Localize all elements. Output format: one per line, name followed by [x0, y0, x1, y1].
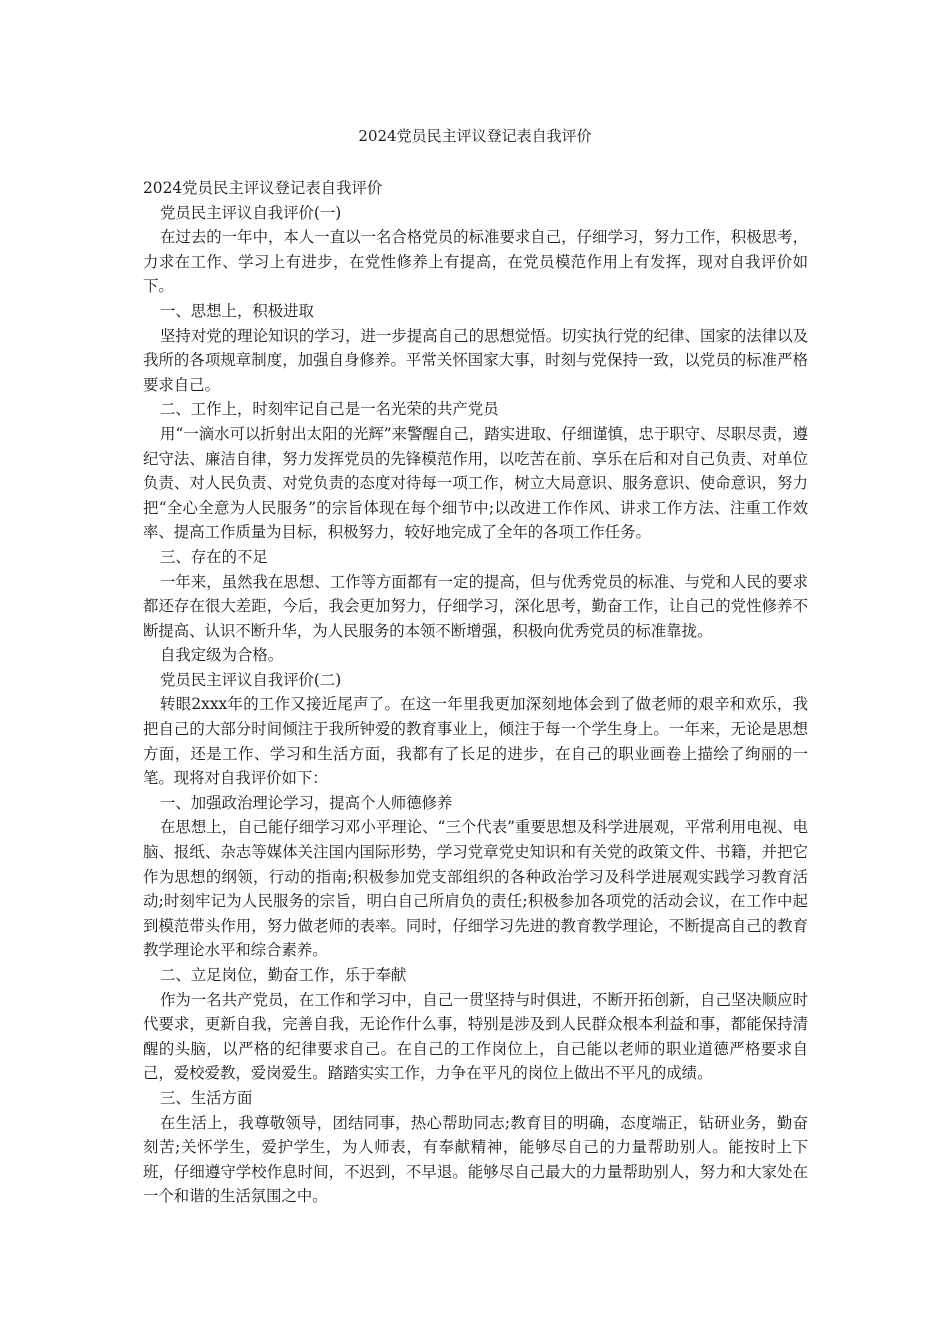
paragraph: 2024党员民主评议登记表自我评价 — [143, 179, 383, 197]
paragraph: 在思想上，自己能仔细学习邓小平理论、“三个代表”重要思想及科学进展观，平常利用电视、电脑、报纸、杂志等媒体关注国内国际形势，学习党章党史知识和有关党的政策文件、书籍，并把它作为思想的纲领，行动的指南;积极参加党支部组织的各种政治学习及科学进展观实践学习教育活动;时刻牢记为人民服务的宗旨，明白自己所肩负的责任;积极参加各项党的活动会议，在工作中起到模范带头作用，努力做老师的表率。同时，仔细学习先进的教育教学理论，不断提高自己的教育教学理论水平和综合素养。 — [143, 818, 808, 960]
paragraph: 党员民主评议自我评价(一) — [160, 203, 342, 222]
paragraph: 一、思想上，积极进取 — [160, 301, 314, 320]
paragraph: 一年来，虽然我在思想、工作等方面都有一定的提高，但与优秀党员的标准、与党和人民的要求都还存在很大差距，今后，我会更加努力，仔细学习，深化思考，勤奋工作，让自己的党性修养不断提高、认识不断升华，为人民服务的本领不断增强，积极向优秀党员的标准靠拢。 — [143, 572, 808, 640]
paragraph: 用“一滴水可以折射出太阳的光辉”来警醒自己，踏实进取、仔细谨慎，忠于职守、尽职尽责，遵纪守法、廉洁自律，努力发挥党员的先锋模范作用，以吃苦在前、享乐在后和对自己负责、对单位负责、对人民负责、对党负责的态度对待每一项工作，树立大局意识、服务意识、使命意识，努力把“全心全意为人民服务”的宗旨体现在每个细节中;以改进工作作风、讲求工作方法、注重工作效率、提高工作质量为目标，积极努力，较好地完成了全年的各项工作任务。 — [143, 424, 808, 542]
document-title: 2024党员民主评议登记表自我评价 — [358, 127, 592, 145]
paragraph: 作为一名共产党员，在工作和学习中，自己一贯坚持与时俱进，不断开拓创新，自己坚决顺应时代要求，更新自我，完善自我，无论作什么事，特别是涉及到人民群众根本利益和事，都能保持清醒的头脑，以严格的纪律要求自己。在自己的工作岗位上，自己能以老师的职业道德严格要求自己，爱校爱教，爱岗爱生。踏踏实实工作，力争在平凡的岗位上做出不平凡的成绩。 — [143, 990, 808, 1083]
paragraph: 三、存在的不足 — [160, 547, 268, 566]
paragraph: 在过去的一年中，本人一直以一名合格党员的标准要求自己，仔细学习，努力工作，积极思考，力求在工作、学习上有进步，在党性修养上有提高，在党员模范作用上有发挥，现对自我评价如下。 — [143, 228, 808, 296]
paragraph: 三、生活方面 — [160, 1088, 253, 1107]
paragraph: 二、工作上，时刻牢记自己是一名光荣的共产党员 — [160, 400, 499, 419]
paragraph: 转眼2xxx年的工作又接近尾声了。在这一年里我更加深刻地体会到了做老师的艰辛和欢乐，我把自己的大部分时间倾注于我所钟爱的教育事业上，倾注于每一个学生身上。一年来，无论是思想方面，还是工作、学习和生活方面，我都有了长足的进步，在自己的职业画卷上描绘了绚丽的一笔。现将对自我评价如下： — [143, 695, 808, 788]
paragraph: 一、加强政治理论学习，提高个人师德修养 — [160, 793, 453, 812]
paragraph: 在生活上，我尊敬领导，团结同事，热心帮助同志;教育目的明确，态度端正，钻研业务，勤奋刻苦;关怀学生，爱护学生，为人师表，有奉献精神，能够尽自己的力量帮助别人。能按时上下班，仔细遵守学校作息时间，不迟到，不早退。能够尽自己最大的力量帮助别人，努力和大家处在一个和谐的生活氛围之中。 — [143, 1113, 808, 1206]
paragraph: 自我定级为合格。 — [160, 646, 284, 665]
paragraph: 坚持对党的理论知识的学习，进一步提高自己的思想觉悟。切实执行党的纪律、国家的法律以及我所的各项规章制度，加强自身修养。平常关怀国家大事，时刻与党保持一致，以党员的标准严格要求自己。 — [143, 326, 808, 394]
document-body — [143, 176, 808, 1209]
paragraph: 二、立足岗位，勤奋工作，乐于奉献 — [160, 966, 407, 984]
paragraph: 党员民主评议自我评价(二) — [160, 670, 342, 689]
